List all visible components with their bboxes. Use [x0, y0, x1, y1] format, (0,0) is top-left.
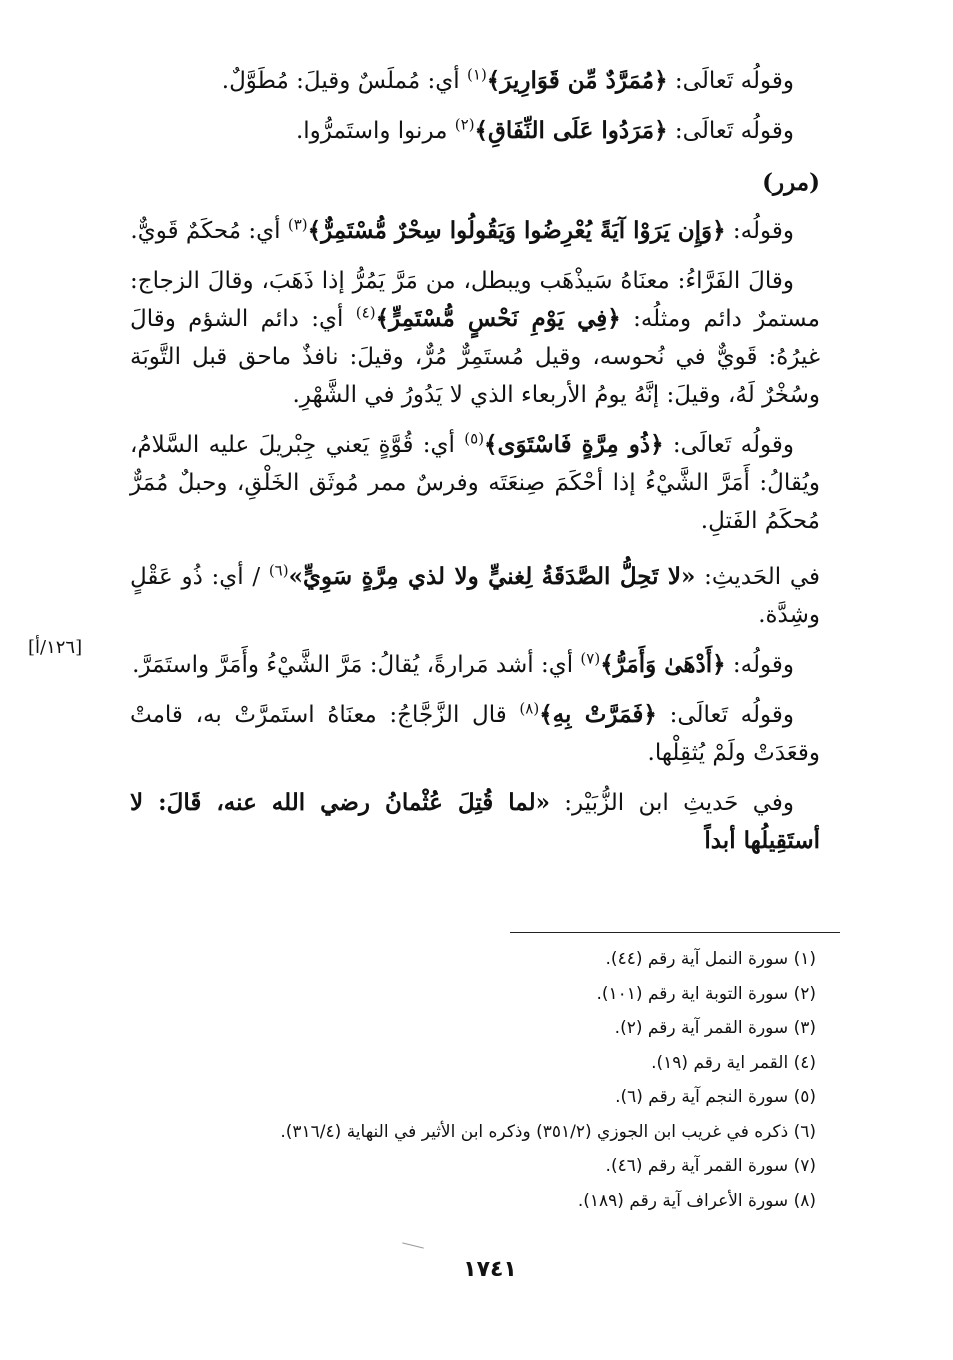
text-run: وقولُه تَعالَى:: [667, 118, 794, 144]
quran-verse: ﴿أَدْهَىٰ وَأَمَرُّ﴾: [600, 651, 726, 678]
text-run: وقولُه:: [725, 218, 794, 244]
text-run: مرنوا واستَمرُّوا.: [295, 118, 455, 144]
quran-verse: ﴿وَإِن يَرَوْا آيَةً يُعْرِضُوا وَيَقُولُوا سِحْرٌ مُّسْتَمِرٌّ﴾: [307, 217, 726, 244]
footnote-ref: (٢): [454, 115, 475, 134]
paragraph-5: [130, 426, 820, 540]
paragraph-9: [130, 784, 820, 860]
footnote-2: (٢) سورة التوبة اية رقم (١٠١).: [596, 983, 816, 1004]
footnote-ref: (٤): [355, 303, 376, 322]
footnote-ref: (٧): [580, 649, 601, 668]
text-run: وقالَ الفَرَّاءُ: معنَاهُ سَيذْهَب ويبطل، من مَرَّ يَمُرُّ إذا ذَهَبَ، وقالَ الزجاج: مستمرٌ دائم ومثلُه:: [130, 268, 820, 332]
text-run: وقولُه:: [725, 652, 794, 678]
paragraph-6: [130, 558, 820, 634]
footnote-6: (٦) ذكره في غريب ابن الجوزي (٣٥١/٢) وذكره ابن الأثير في النهاية (٣١٦/٤).: [280, 1121, 816, 1142]
text-run: وقولُه تَعالَى:: [663, 432, 794, 458]
page-number: ١٧٤١: [463, 1257, 517, 1282]
manuscript-folio-marker: [١٢٦/أ]: [28, 637, 83, 658]
footnote-separator: [510, 932, 840, 933]
quran-verse: ﴿مَرَدُوا عَلَى النِّفَاقِ﴾: [474, 117, 668, 144]
footnote-4: (٤) القمر اية رقم (١٩).: [651, 1052, 816, 1073]
footnote-1: (١) سورة النمل آية رقم (٤٤).: [605, 949, 816, 969]
quran-verse: ﴿ذُو مِرَّةٍ فَاسْتَوَى﴾: [484, 431, 664, 458]
quran-verse: ﴿فِي يَوْمِ نَحْسٍ مُّسْتَمِرٍّ﴾: [375, 305, 621, 332]
hadith-quote: «لما قُتِلَ عُثْمانُ رضي الله عنه، قَالَ: لا أستَقِيلُها أبداً: [130, 789, 820, 854]
text-run: وفي حَديثِ ابن الزُّبَيْر:: [549, 790, 794, 816]
footnote-ref: (٦): [268, 561, 289, 580]
scan-mark: [402, 1242, 424, 1248]
hadith-quote: «لا تَحِلُّ الصَّدَقَةُ لِغنيٍّ ولا لذي مِرَّةٍ سَوِيٍّ»: [288, 563, 696, 590]
quran-verse: ﴿فَمَرَّتْ بِهِ﴾: [539, 701, 657, 728]
text-run: وقولُه تَعالَى:: [667, 68, 794, 94]
footnote-7: (٧) سورة القمر آية رقم (٤٦).: [605, 1156, 816, 1176]
text-run: وقولُه تَعالَى:: [656, 702, 794, 728]
text-run: أي: قُوَّةٍ يَعني جِبْريلَ عليه السَّلامُ، ويُقالُ: أَمَرَّ الشَّيْءُ إذا أحْكَمَ صِنعَتَه وفرسٌ ممر مُوثَق الخَلْقِ، وحبلٌ مُمَرٌّ مُحكَمُ الفَتلِ.: [130, 432, 820, 534]
footnote-ref: (٥): [464, 429, 485, 448]
paragraph-8: [130, 696, 820, 772]
footnote-ref: (٣): [287, 215, 308, 234]
paragraph-3: [130, 212, 820, 250]
footnote-8: (٨) سورة الأعراف آية رقم (١٨٩).: [577, 1190, 816, 1211]
text-run: أي: أشد مَرارةً، يُقالُ: مَرَّ الشَّيْءُ وأَمَرَّ واستَمَرَّ.: [132, 652, 581, 678]
footnotes: [140, 942, 816, 1218]
text-run: أي: مُحكَمٌ قَويٌّ.: [130, 218, 288, 244]
footnote-5: (٥) سورة النجم آية رقم (٦).: [615, 1087, 816, 1107]
paragraph-7: [130, 646, 820, 684]
paragraph-4: [130, 262, 820, 414]
text-run: / أي: ذُو عَقْلٍ وشِدَّة.: [130, 564, 820, 628]
text-run: أي: مُملَسٌ وقيلَ: مُطَوَّلٌ.: [221, 68, 468, 94]
entry-heading: (مرر): [762, 169, 820, 196]
text-run: أي: دائم الشؤم وقالَ غيرُهُ: قَويٌّ في نُحوسه، وقيل مُستَمِرٌّ مُرٌّ، وقيلَ: نافذٌ ماحق قبل التَّوبَة وسُخْرٌ لَهُ، وقيلَ: إنَّهُ يومُ الأربعاء الذي لا يَدُورُ في الشَّهْرِ.: [130, 306, 820, 408]
paragraph-2: [130, 112, 820, 150]
quran-verse: ﴿مُمَرَّدٌ مِّن قَوَارِيرَ﴾: [486, 67, 668, 94]
footnote-ref: (١): [467, 65, 487, 84]
text-run: في الحَديثِ:: [695, 564, 820, 590]
text-run: قال الزَّجَّاجُ: معنَاهُ استَمرَّتْ به، قامتْ وقعَدَتْ ولَمْ يُثقِلْها.: [130, 702, 820, 766]
footnote-ref: (٨): [519, 699, 540, 718]
main-text: [130, 62, 820, 860]
paragraph-1: [130, 62, 820, 100]
footnote-3: (٣) سورة القمر آية رقم (٢).: [614, 1018, 816, 1038]
